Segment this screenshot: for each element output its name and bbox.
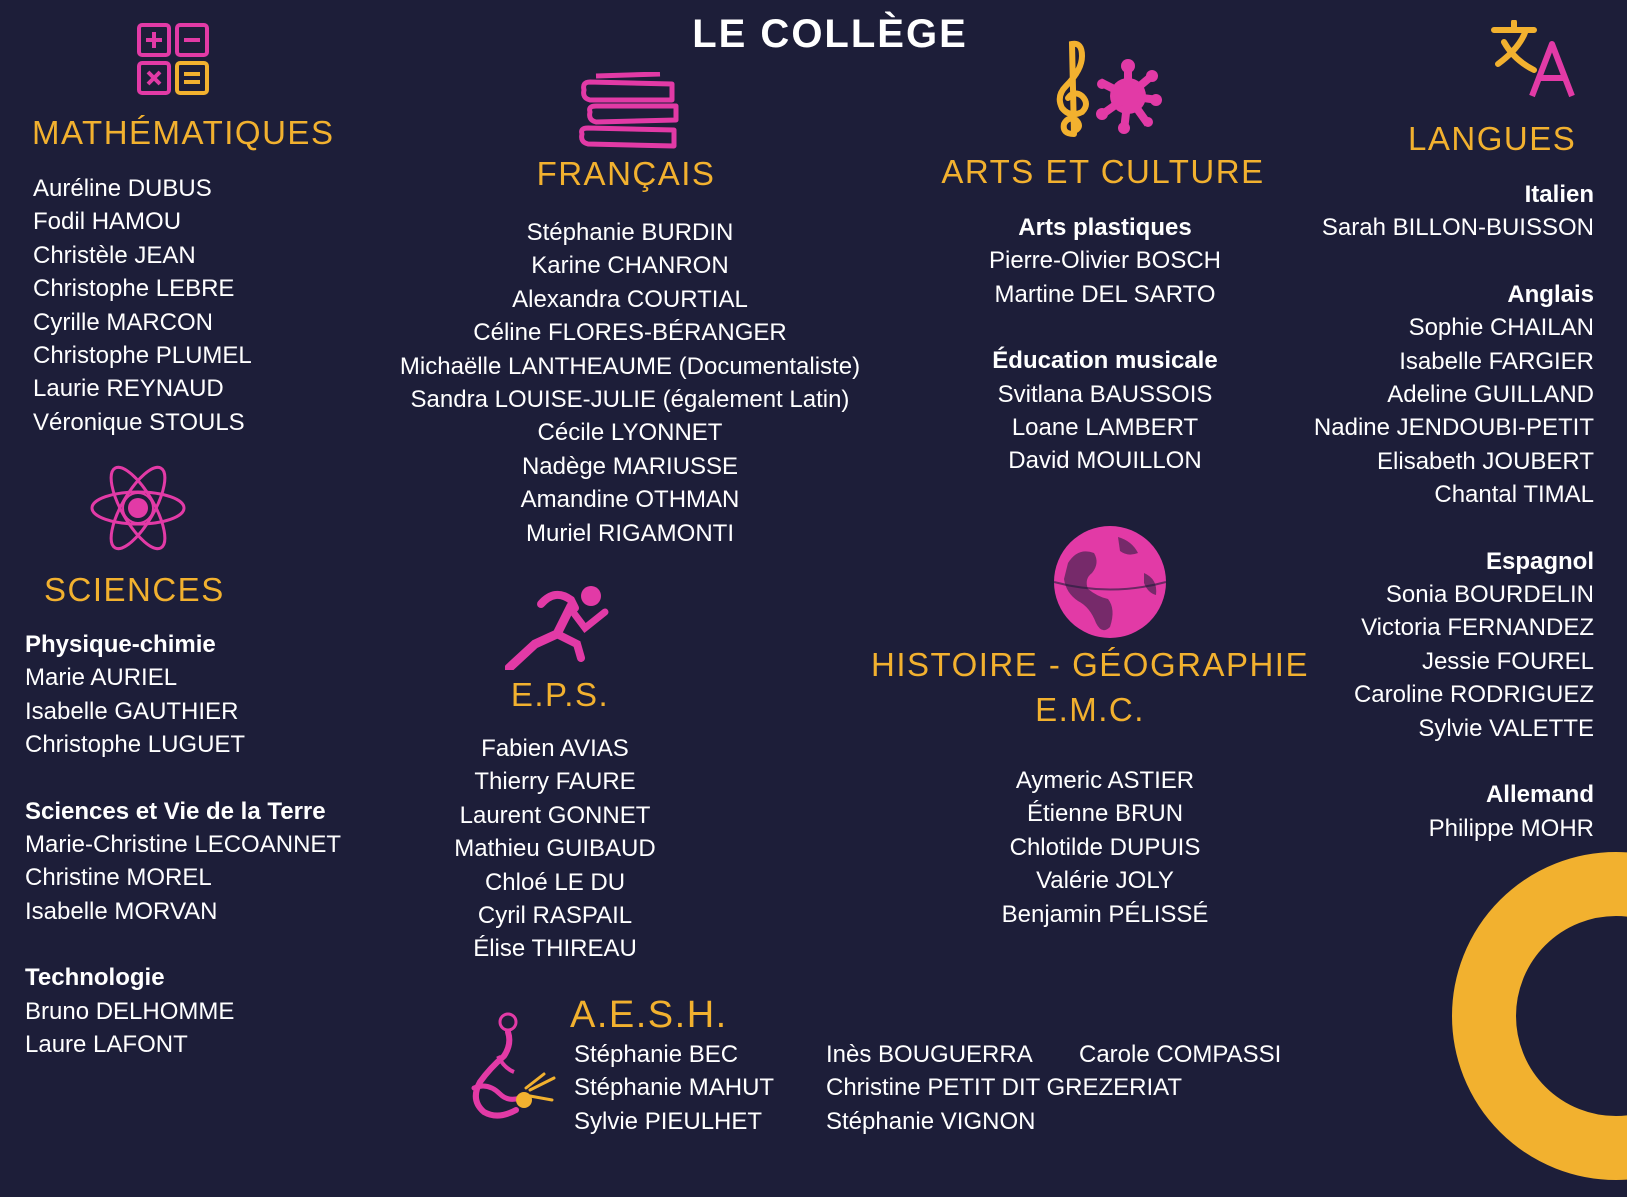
music-paint-icon: [1052, 38, 1164, 138]
aesh-figure-icon: [464, 1004, 560, 1124]
teacher-name: Nadège MARIUSSE: [521, 452, 739, 480]
aesh-name: Sylvie PIEULHET: [574, 1107, 763, 1135]
teacher-name: Marie-Christine LECOANNET: [25, 831, 342, 859]
teacher-name: Isabelle FARGIER: [1399, 347, 1594, 375]
subject-label: Italien: [1524, 181, 1594, 208]
teacher-name: Isabelle MORVAN: [25, 897, 218, 925]
subject-label: Technologie: [25, 964, 165, 992]
aesh-name: Carole COMPASSI: [1079, 1041, 1282, 1068]
teacher-name: Cyrille MARCON: [33, 308, 213, 336]
aesh-col3: [1079, 1038, 1281, 1071]
sciences-heading: SCIENCES: [44, 571, 225, 608]
subject-label: Allemand: [1485, 781, 1594, 809]
teacher-name: Loane LAMBERT: [1011, 414, 1199, 442]
subject-label: Espagnol: [1485, 547, 1594, 575]
teacher-name: Valérie JOLY: [1036, 867, 1174, 895]
teacher-name: Sophie CHAILAN: [1408, 314, 1594, 342]
teacher-name: Chloé LE DU: [484, 868, 626, 896]
teacher-name: Michaëlle LANTHEAUME (Documentaliste): [399, 352, 861, 380]
eps-heading: E.P.S.: [510, 676, 610, 713]
decorative-ring: [1440, 840, 1627, 1197]
teacher-name: Isabelle GAUTHIER: [25, 697, 239, 725]
teacher-name: Christophe LEBRE: [33, 275, 235, 303]
teacher-name: Christine MOREL: [25, 864, 212, 892]
page-title: LE COLLÈGE: [692, 12, 968, 56]
teacher-name: Bruno DELHOMME: [25, 997, 235, 1025]
runner-icon: [505, 582, 615, 670]
teacher-name: Martine DEL SARTO: [994, 280, 1216, 308]
teacher-name: Philippe MOHR: [1428, 814, 1594, 842]
arts-heading: ARTS ET CULTURE: [941, 153, 1265, 190]
teacher-name: Mathieu GUIBAUD: [454, 835, 656, 863]
teacher-name: Auréline DUBUS: [33, 175, 212, 202]
teacher-name: Jessie FOUREL: [1421, 647, 1594, 675]
subject-label: Physique-chimie: [25, 631, 216, 658]
teacher-name: Fabien AVIAS: [481, 735, 629, 762]
atom-icon: [88, 460, 188, 556]
teacher-name: Étienne BRUN: [1026, 800, 1184, 828]
teacher-name: David MOUILLON: [1008, 447, 1202, 475]
aesh-name: Stéphanie MAHUT: [574, 1074, 775, 1102]
teacher-name: Véronique STOULS: [33, 408, 245, 436]
arts-teachers: [940, 211, 1270, 478]
teacher-name: Marie AURIEL: [25, 664, 178, 692]
langues-heading: LANGUES: [1408, 120, 1577, 157]
globe-icon: [1048, 523, 1172, 641]
teacher-name: Laure LAFONT: [25, 1031, 188, 1059]
books-icon: [576, 72, 684, 150]
histoire-teachers: [960, 764, 1250, 931]
math-heading: MATHÉMATIQUES: [32, 114, 335, 151]
eps-teachers: [420, 732, 690, 966]
calculator-icon: [136, 22, 210, 96]
teacher-name: Elisabeth JOUBERT: [1377, 447, 1594, 475]
teacher-name: Sylvie VALETTE: [1418, 714, 1594, 742]
math-teachers: [33, 172, 252, 439]
teacher-name: Karine CHANRON: [531, 252, 729, 280]
teacher-name: Christophe PLUMEL: [33, 342, 252, 370]
teacher-name: Adeline GUILLAND: [1387, 381, 1594, 409]
teacher-name: Thierry FAURE: [474, 768, 636, 796]
teacher-name: Cécile LYONNET: [537, 419, 723, 447]
translate-icon: [1490, 20, 1580, 100]
francais-heading: FRANÇAIS: [536, 155, 716, 192]
teacher-name: Christophe LUGUET: [25, 731, 246, 759]
teacher-name: Muriel RIGAMONTI: [525, 519, 734, 547]
teacher-name: Laurie REYNAUD: [33, 375, 224, 403]
subject-label: Arts plastiques: [1018, 214, 1192, 241]
teacher-name: Élise THIREAU: [473, 935, 637, 963]
teacher-name: Cyril RASPAIL: [477, 902, 633, 930]
subject-label: Éducation musicale: [992, 347, 1218, 375]
aesh-col1: [574, 1038, 774, 1138]
aesh-name: Christine PETIT DIT GREZERIAT: [826, 1074, 1183, 1102]
subject-label: Anglais: [1507, 280, 1594, 308]
teacher-name: Céline FLORES-BÉRANGER: [473, 319, 787, 347]
teacher-name: Caroline RODRIGUEZ: [1353, 681, 1594, 709]
teacher-name: Alexandra COURTIAL: [512, 285, 748, 313]
aesh-name: Inès BOUGUERRA: [826, 1041, 1033, 1068]
aesh-heading: A.E.S.H.: [570, 994, 728, 1036]
teacher-name: Victoria FERNANDEZ: [1361, 614, 1594, 642]
teacher-name: Aymeric ASTIER: [1015, 767, 1195, 794]
teacher-name: Laurent GONNET: [459, 801, 651, 829]
francais-teachers: [390, 216, 870, 550]
aesh-name: Stéphanie VIGNON: [826, 1107, 1036, 1135]
teacher-name: Chantal TIMAL: [1434, 481, 1594, 509]
teacher-name: Sandra LOUISE-JULIE (également Latin): [410, 386, 850, 414]
teacher-name: Stéphanie BURDIN: [526, 219, 734, 246]
emc-heading: E.M.C.: [1035, 691, 1145, 728]
aesh-name: Stéphanie BEC: [574, 1041, 739, 1068]
teacher-name: Nadine JENDOUBI-PETIT: [1313, 414, 1594, 442]
teacher-name: Svitlana BAUSSOIS: [997, 380, 1213, 408]
teacher-name: Amandine OTHMAN: [520, 486, 740, 514]
sciences-teachers: [25, 628, 341, 1061]
teacher-name: Pierre-Olivier BOSCH: [988, 247, 1222, 275]
teacher-name: Sarah BILLON-BUISSON: [1321, 214, 1594, 242]
langues-teachers: [1254, 178, 1594, 845]
subject-label: Sciences et Vie de la Terre: [25, 797, 326, 825]
histoire-heading: HISTOIRE - GÉOGRAPHIE: [871, 646, 1309, 683]
teacher-name: Fodil HAMOU: [33, 208, 182, 236]
teacher-name: Sonia BOURDELIN: [1385, 581, 1594, 609]
teacher-name: Benjamin PÉLISSÉ: [1001, 900, 1209, 928]
teacher-name: Chlotilde DUPUIS: [1009, 833, 1201, 861]
teacher-name: Christèle JEAN: [33, 241, 196, 269]
